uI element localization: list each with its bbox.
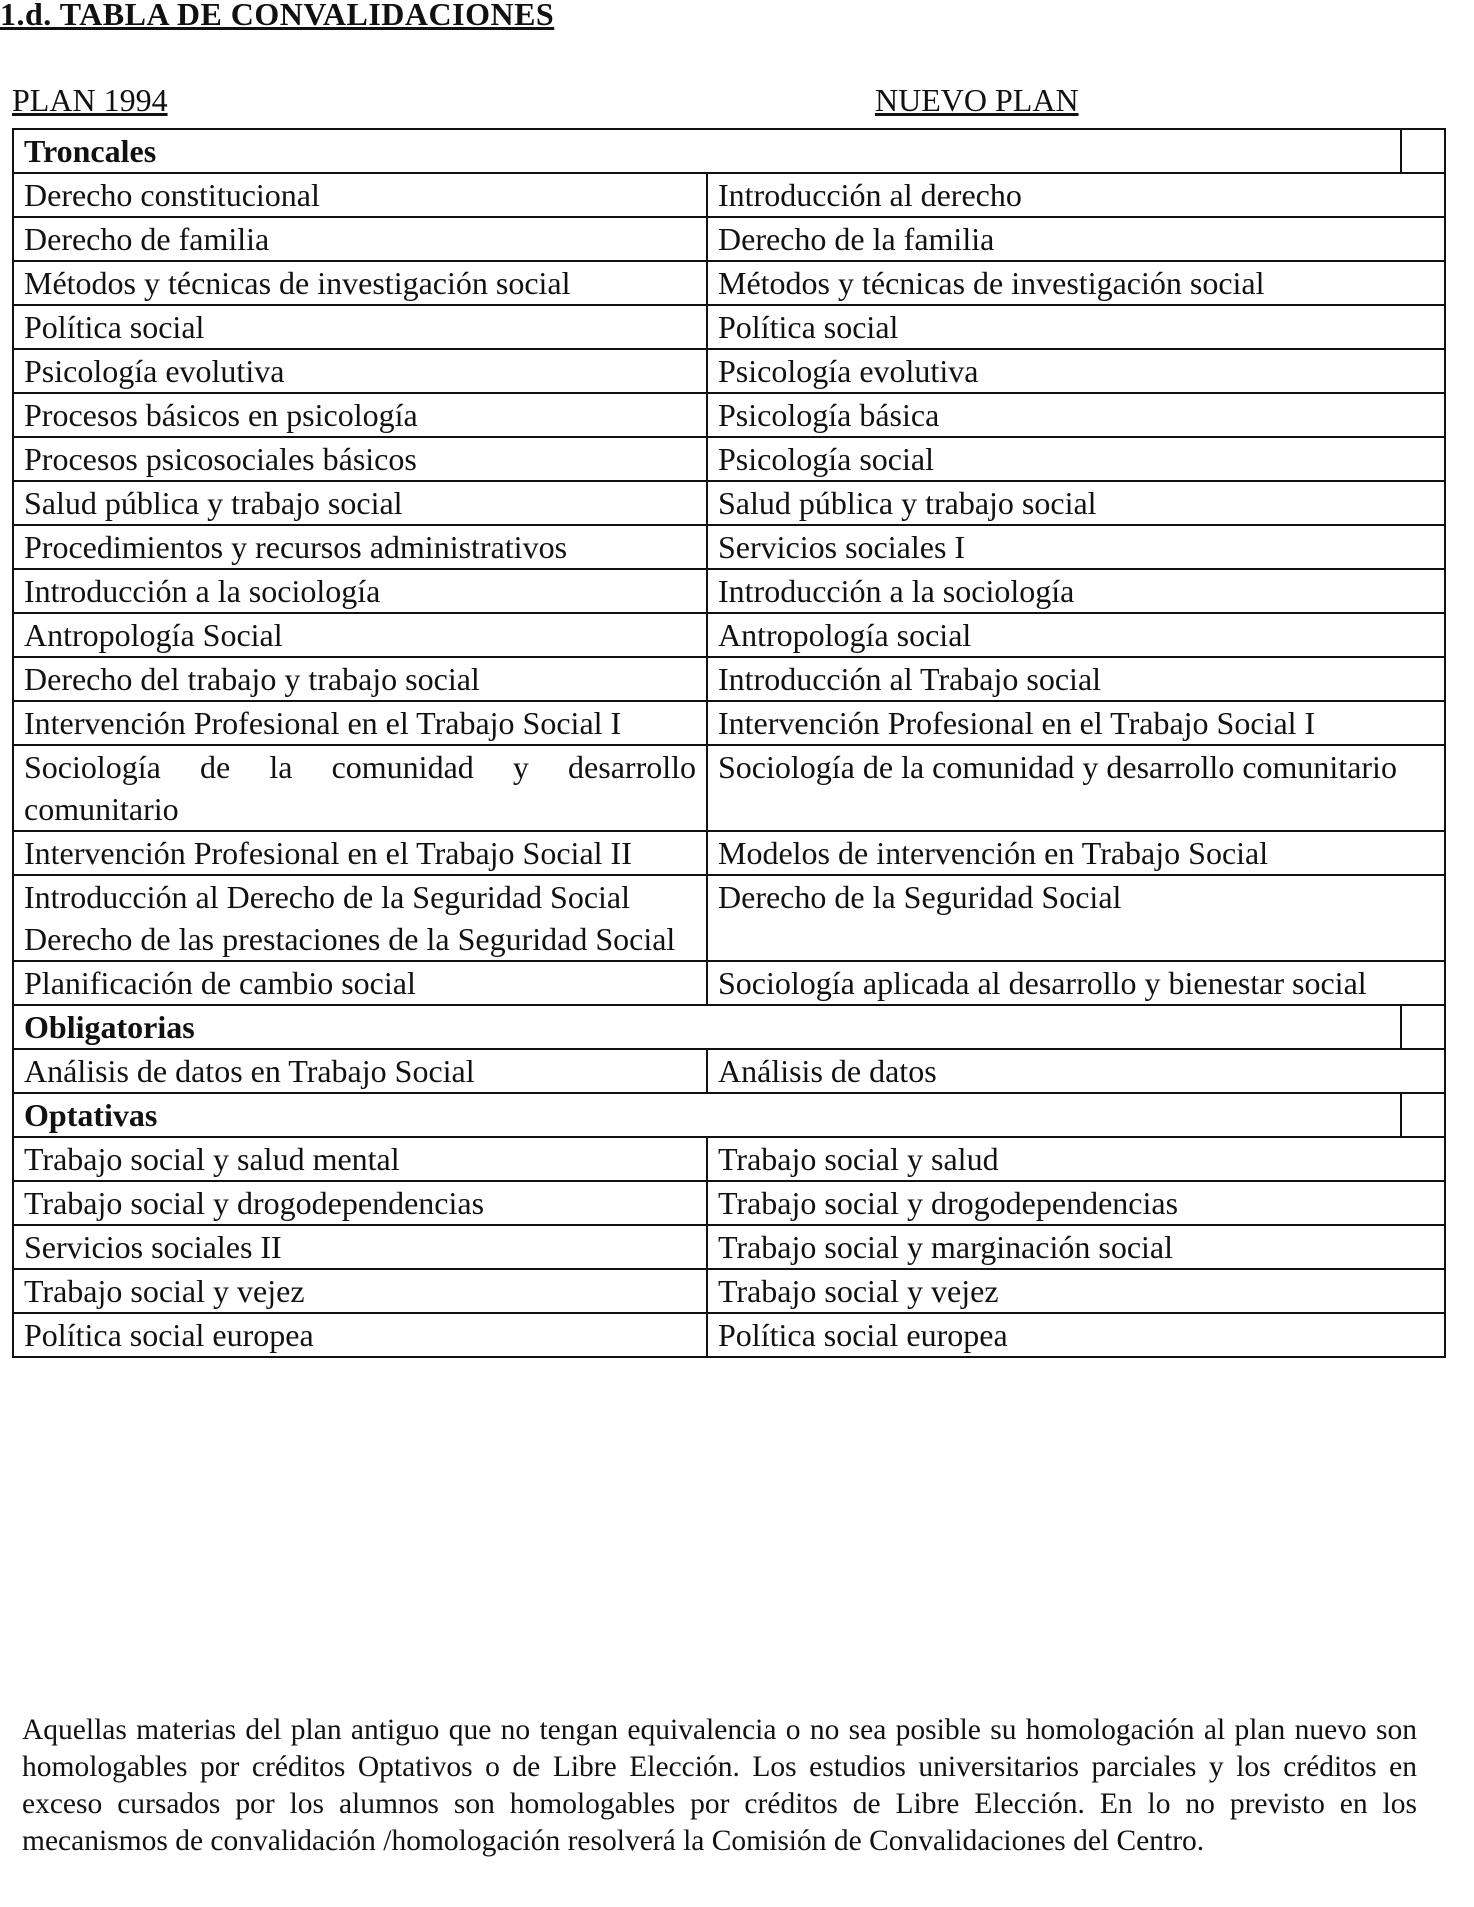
new-subject-cell: Psicología evolutiva bbox=[707, 349, 1445, 393]
new-subject-cell: Métodos y técnicas de investigación social bbox=[707, 261, 1445, 305]
table-row bbox=[13, 613, 1445, 657]
old-subject-cell: Salud pública y trabajo social bbox=[13, 481, 707, 525]
table-row bbox=[13, 261, 1445, 305]
table-row bbox=[13, 349, 1445, 393]
old-subject-cell: Introducción a la sociología bbox=[13, 569, 707, 613]
table-row bbox=[13, 875, 1445, 961]
old-subject-cell: Psicología evolutiva bbox=[13, 349, 707, 393]
new-subject-cell: Sociología de la comunidad y desarrollo comunitario bbox=[707, 745, 1445, 831]
old-subject-cell: Procedimientos y recursos administrativos bbox=[13, 525, 707, 569]
convalidation-table bbox=[12, 128, 1446, 1358]
new-subject-cell: Sociología aplicada al desarrollo y bienestar social bbox=[707, 961, 1445, 1005]
page-title: 1.d. TABLA DE CONVALIDACIONES bbox=[0, 0, 555, 32]
new-subject-cell: Introducción al derecho bbox=[707, 173, 1445, 217]
new-subject-cell: Trabajo social y marginación social bbox=[707, 1225, 1445, 1269]
new-subject-cell: Derecho de la Seguridad Social bbox=[707, 875, 1445, 961]
table-row bbox=[13, 1049, 1445, 1093]
old-subject-cell: Derecho constitucional bbox=[13, 173, 707, 217]
old-subject-cell: Trabajo social y vejez bbox=[13, 1269, 707, 1313]
table-row bbox=[13, 217, 1445, 261]
section-header-troncales bbox=[13, 129, 1445, 173]
old-subject-cell: Trabajo social y salud mental bbox=[13, 1137, 707, 1181]
section-label: Optativas bbox=[13, 1093, 1401, 1137]
old-subject-cell bbox=[13, 875, 707, 961]
table-row bbox=[13, 481, 1445, 525]
old-subject-line: Derecho de las prestaciones de la Seguridad Social bbox=[24, 921, 676, 957]
new-subject-cell: Política social bbox=[707, 305, 1445, 349]
old-subject-cell: Derecho de familia bbox=[13, 217, 707, 261]
old-subject-cell: Antropología Social bbox=[13, 613, 707, 657]
old-subject-cell: Procesos básicos en psicología bbox=[13, 393, 707, 437]
old-subject-cell: Procesos psicosociales básicos bbox=[13, 437, 707, 481]
section-empty-box bbox=[1401, 1093, 1445, 1137]
new-subject-cell: Psicología social bbox=[707, 437, 1445, 481]
table-row bbox=[13, 1137, 1445, 1181]
new-subject-cell: Trabajo social y vejez bbox=[707, 1269, 1445, 1313]
new-subject-cell: Intervención Profesional en el Trabajo Social I bbox=[707, 701, 1445, 745]
new-subject-cell: Introducción a la sociología bbox=[707, 569, 1445, 613]
section-empty-box bbox=[1401, 129, 1445, 173]
new-subject-cell: Introducción al Trabajo social bbox=[707, 657, 1445, 701]
section-label: Obligatorias bbox=[13, 1005, 1401, 1049]
new-subject-cell: Trabajo social y drogodependencias bbox=[707, 1181, 1445, 1225]
section-header-optativas bbox=[13, 1093, 1445, 1137]
table-row bbox=[13, 1269, 1445, 1313]
new-plan-heading: NUEVO PLAN bbox=[875, 82, 1079, 118]
table-row bbox=[13, 437, 1445, 481]
new-subject-cell: Política social europea bbox=[707, 1313, 1445, 1357]
table-row bbox=[13, 569, 1445, 613]
old-subject-cell: Derecho del trabajo y trabajo social bbox=[13, 657, 707, 701]
new-subject-cell: Análisis de datos bbox=[707, 1049, 1445, 1093]
old-subject-cell: Análisis de datos en Trabajo Social bbox=[13, 1049, 707, 1093]
table-row bbox=[13, 525, 1445, 569]
new-subject-cell: Derecho de la familia bbox=[707, 217, 1445, 261]
old-subject-cell: Servicios sociales II bbox=[13, 1225, 707, 1269]
table-row bbox=[13, 1181, 1445, 1225]
table-row bbox=[13, 1225, 1445, 1269]
table-row bbox=[13, 173, 1445, 217]
footnote-paragraph: Aquellas materias del plan antiguo que no tengan equivalencia o no sea posible su homologación al plan nuevo son homologables por créditos Optativos o de Libre Elección. Los estudios universitarios parciales y los créditos en exceso cursados por los alumnos son homologables por créditos de Libre Elección. En lo no previsto en los mecanismos de convalidación /homologación resolverá la Comisión de Convalidaciones del Centro. bbox=[22, 1713, 1417, 1857]
old-plan-heading: PLAN 1994 bbox=[12, 82, 168, 118]
table-row bbox=[13, 745, 1445, 831]
table-row bbox=[13, 1313, 1445, 1357]
new-subject-cell: Modelos de intervención en Trabajo Social bbox=[707, 831, 1445, 875]
new-subject-cell: Salud pública y trabajo social bbox=[707, 481, 1445, 525]
new-subject-cell: Trabajo social y salud bbox=[707, 1137, 1445, 1181]
old-subject-cell: Trabajo social y drogodependencias bbox=[13, 1181, 707, 1225]
old-subject-cell: Política social europea bbox=[13, 1313, 707, 1357]
table-row bbox=[13, 305, 1445, 349]
old-subject-cell: Métodos y técnicas de investigación social bbox=[13, 261, 707, 305]
old-subject-cell: Intervención Profesional en el Trabajo Social II bbox=[13, 831, 707, 875]
old-subject-cell: Política social bbox=[13, 305, 707, 349]
section-header-obligatorias bbox=[13, 1005, 1445, 1049]
old-subject-line: Introducción al Derecho de la Seguridad Social bbox=[24, 879, 630, 915]
old-subject-cell: Intervención Profesional en el Trabajo Social I bbox=[13, 701, 707, 745]
table-row bbox=[13, 701, 1445, 745]
table-row bbox=[13, 657, 1445, 701]
section-label: Troncales bbox=[13, 129, 1401, 173]
old-subject-cell: Sociología de la comunidad y desarrollo comunitario bbox=[13, 745, 707, 831]
table-row bbox=[13, 831, 1445, 875]
new-subject-cell: Servicios sociales I bbox=[707, 525, 1445, 569]
old-subject-cell: Planificación de cambio social bbox=[13, 961, 707, 1005]
table-row bbox=[13, 961, 1445, 1005]
section-empty-box bbox=[1401, 1005, 1445, 1049]
table-row bbox=[13, 393, 1445, 437]
new-subject-cell: Antropología social bbox=[707, 613, 1445, 657]
new-subject-cell: Psicología básica bbox=[707, 393, 1445, 437]
